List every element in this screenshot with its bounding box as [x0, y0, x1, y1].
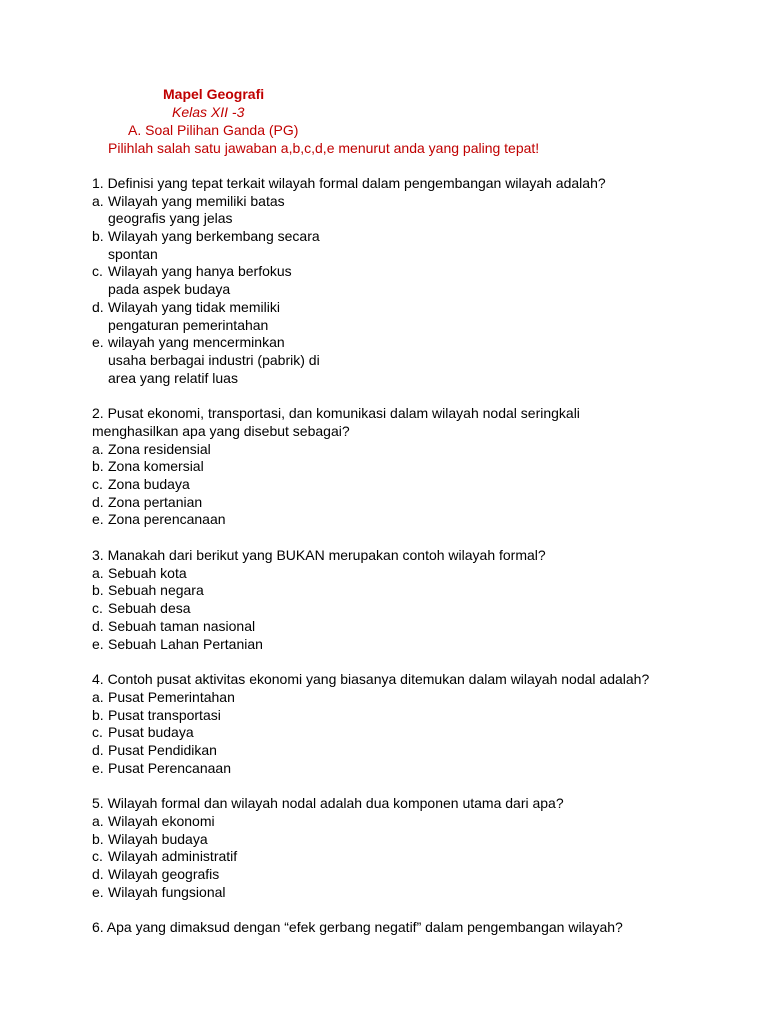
option-text: [108, 742, 217, 760]
answer-option: [92, 742, 732, 760]
question-list: [92, 175, 732, 955]
answer-option: [92, 600, 732, 618]
option-text-line: usaha berbagai industri (pabrik) di: [108, 351, 320, 368]
answer-option: [92, 866, 732, 884]
option-text: [108, 813, 215, 831]
question-2: [92, 405, 732, 529]
answer-option: [92, 441, 732, 459]
option-text-line: Zona budaya: [108, 476, 190, 492]
question-text: 4. Contoh pusat aktivitas ekonomi yang biasanya ditemukan dalam wilayah nodal adalah?: [92, 671, 650, 688]
option-text-line: Sebuah desa: [108, 600, 191, 617]
option-text: [108, 263, 292, 298]
answer-option: [92, 884, 732, 902]
subject-title: Mapel Geografi: [163, 86, 265, 102]
option-text-line: Wilayah yang memiliki batas: [108, 192, 285, 209]
option-text: [108, 582, 204, 600]
option-letter: b.: [92, 706, 104, 723]
option-text: [108, 760, 231, 778]
section-heading: A. Soal Pilihan Ganda (PG): [128, 122, 299, 138]
option-text: [108, 565, 187, 583]
answer-option: [92, 724, 732, 742]
option-text-line: Sebuah Lahan Pertanian: [108, 635, 263, 652]
question-4: [92, 671, 732, 777]
option-text: [108, 707, 221, 725]
option-text: [108, 476, 190, 494]
option-text: [108, 334, 320, 387]
option-letter: e.: [92, 511, 104, 528]
option-letter: c.: [92, 724, 103, 741]
option-letter: c.: [92, 476, 103, 492]
answer-option: [92, 228, 732, 263]
option-text-line: Wilayah yang tidak memiliki: [108, 298, 280, 315]
answer-option: [92, 334, 732, 387]
option-text: [108, 299, 280, 334]
option-letter: c.: [92, 600, 103, 617]
option-text: [108, 848, 237, 866]
option-text-line: pengaturan pemerintahan: [108, 316, 269, 333]
option-text-line: Wilayah yang hanya berfokus: [108, 263, 292, 280]
answer-option: [92, 458, 732, 476]
question-text: 3. Manakah dari berikut yang BUKAN merupakan contoh wilayah formal?: [92, 547, 546, 564]
option-letter: a.: [92, 688, 104, 705]
answer-option: [92, 299, 732, 334]
option-text-line: spontan: [108, 245, 158, 262]
option-text: [108, 689, 235, 707]
option-text-line: Sebuah negara: [108, 582, 204, 599]
option-letter: a.: [92, 564, 104, 581]
option-text: [108, 724, 194, 742]
option-text-line: geografis yang jelas: [108, 210, 233, 227]
option-text: [108, 511, 226, 529]
option-text: [108, 831, 208, 849]
question-6: [92, 919, 732, 937]
option-text: [108, 494, 202, 512]
question-text: 5. Wilayah formal dan wilayah nodal adalah dua komponen utama dari apa?: [92, 795, 564, 812]
option-text-line: Wilayah yang berkembang secara: [108, 228, 320, 245]
option-text-line: Zona pertanian: [108, 493, 203, 510]
answer-option: [92, 263, 732, 298]
question-3: [92, 547, 732, 653]
answer-option: [92, 813, 732, 831]
option-letter: d.: [92, 741, 104, 758]
option-text-line: Wilayah fungsional: [108, 883, 226, 900]
option-text-line: Wilayah budaya: [108, 830, 208, 847]
option-letter: d.: [92, 617, 104, 634]
option-text: [108, 866, 219, 884]
answer-option: [92, 760, 732, 778]
option-letter: a.: [92, 813, 104, 829]
option-text: [108, 600, 191, 618]
option-text: [108, 458, 204, 476]
option-text: [108, 441, 211, 459]
option-letter: b.: [92, 228, 104, 245]
option-letter: e.: [92, 883, 104, 900]
option-letter: c.: [92, 263, 103, 280]
option-text-line: area yang relatif luas: [108, 369, 238, 386]
answer-option: [92, 565, 732, 583]
option-text-line: Zona komersial: [108, 458, 204, 475]
option-letter: e.: [92, 334, 104, 351]
answer-option: [92, 636, 732, 654]
option-letter: b.: [92, 582, 104, 599]
option-letter: c.: [92, 848, 103, 865]
question-5: [92, 795, 732, 901]
option-text-line: Pusat Pemerintahan: [108, 688, 235, 705]
answer-option: [92, 848, 732, 866]
option-text-line: wilayah yang mencerminkan: [108, 334, 285, 351]
option-text-line: Sebuah taman nasional: [108, 617, 256, 634]
question-text: 2. Pusat ekonomi, transportasi, dan komunikasi dalam wilayah nodal seringkali: [92, 405, 580, 422]
option-letter: e.: [92, 635, 104, 652]
question-1: [92, 175, 732, 387]
option-letter: a.: [92, 440, 104, 457]
answer-option: [92, 476, 732, 494]
option-letter: a.: [92, 192, 104, 209]
option-text: [108, 618, 255, 636]
answer-option: [92, 193, 732, 228]
option-letter: b.: [92, 830, 104, 847]
option-letter: d.: [92, 298, 104, 315]
option-text: [108, 884, 226, 902]
option-text-line: Wilayah administratif: [108, 848, 238, 865]
answer-option: [92, 831, 732, 849]
option-letter: e.: [92, 759, 104, 776]
option-text-line: Wilayah geografis: [108, 866, 220, 883]
option-text: [108, 636, 263, 654]
option-text-line: pada aspek budaya: [108, 281, 231, 298]
question-text: 1. Definisi yang tepat terkait wilayah formal dalam pengembangan wilayah adalah?: [92, 175, 606, 191]
option-text-line: Pusat budaya: [108, 724, 194, 741]
class-label: Kelas XII -3: [172, 104, 245, 120]
option-letter: b.: [92, 458, 104, 475]
option-text-line: Pusat Pendidikan: [108, 741, 217, 758]
option-text-line: Pusat Perencanaan: [108, 759, 231, 776]
option-text-line: Zona residensial: [108, 440, 211, 457]
option-text-line: Zona perencanaan: [108, 511, 226, 528]
answer-option: [92, 494, 732, 512]
option-text-line: Pusat transportasi: [108, 706, 221, 723]
option-text-line: Sebuah kota: [108, 564, 187, 581]
option-text: [108, 193, 285, 228]
answer-option: [92, 511, 732, 529]
answer-option: [92, 707, 732, 725]
answer-option: [92, 689, 732, 707]
answer-option: [92, 618, 732, 636]
instruction-text: Pilihlah salah satu jawaban a,b,c,d,e menurut anda yang paling tepat!: [108, 140, 540, 156]
option-letter: d.: [92, 493, 104, 510]
option-text: [108, 228, 320, 263]
answer-option: [92, 582, 732, 600]
question-text: menghasilkan apa yang disebut sebagai?: [92, 422, 350, 439]
option-letter: d.: [92, 866, 104, 883]
option-text-line: Wilayah ekonomi: [108, 813, 215, 829]
question-text: 6. Apa yang dimaksud dengan “efek gerbang negatif” dalam pengembangan wilayah?: [92, 919, 623, 936]
